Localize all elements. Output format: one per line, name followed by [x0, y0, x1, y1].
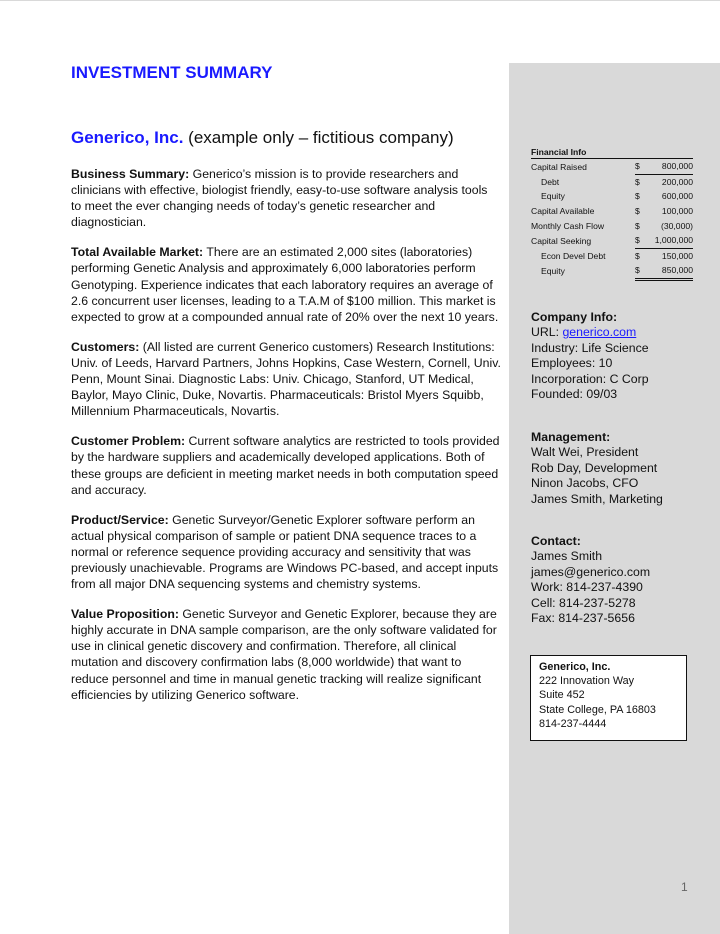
financial-row-label: Capital Raised — [531, 161, 587, 172]
value-proposition-label: Value Proposition: — [71, 607, 179, 622]
financial-row-value: 850,000 — [653, 263, 693, 279]
table-row — [531, 233, 693, 248]
management-block — [531, 430, 663, 507]
address-box — [530, 655, 687, 741]
product-service-text: Genetic Surveyor/Genetic Explorer software perform an actual physical comparison of sample or patient DNA sequence traces to a normal or reference sequence providing accuracy and sensitivity that was previously unachievable. Programs are Windows PC-based, and accept inputs from all major DNA sequencing systems and chemistry systems. — [71, 512, 499, 592]
company-employees: Employees: 10 — [531, 356, 613, 371]
customer-problem-text: Current software analytics are restricted to tools provided by the hardware suppliers and academically developed applications. Both of these groups are deficient in meeting market needs in both computation speed and accuracy. — [71, 434, 500, 497]
page-title: INVESTMENT SUMMARY — [71, 63, 273, 82]
company-url-label: URL: — [531, 325, 563, 340]
financial-row-value: 800,000 — [653, 159, 693, 175]
financial-row-label: Capital Available — [531, 206, 595, 217]
contact-work-phone: Work: 814-237-4390 — [531, 580, 643, 595]
financial-row-value: 100,000 — [661, 206, 693, 217]
business-summary-label: Business Summary: — [71, 167, 190, 181]
company-industry: Industry: Life Science — [531, 340, 649, 355]
management-person: Ninon Jacobs, CFO — [531, 476, 639, 491]
table-row — [531, 248, 693, 263]
company-note: (example only – fictitious company) — [183, 128, 454, 147]
main-content — [71, 166, 501, 717]
address-phone: 814-237-4444 — [539, 717, 607, 730]
financial-row-value: 200,000 — [661, 176, 693, 187]
company-info-block — [531, 310, 649, 402]
financial-info-table — [531, 146, 693, 281]
financial-info-title: Financial Info — [531, 146, 635, 159]
contact-title: Contact: — [531, 534, 581, 548]
financial-row-label: Equity — [541, 191, 565, 202]
financial-row-currency: $ — [635, 206, 640, 217]
address-company: Generico, Inc. — [539, 661, 611, 673]
management-person: Walt Wei, President — [531, 445, 639, 460]
management-title: Management: — [531, 430, 611, 444]
financial-info-header — [531, 146, 693, 159]
address-city: State College, PA 16803 — [539, 703, 656, 716]
contact-fax: Fax: 814-237-5656 — [531, 611, 635, 626]
financial-row-currency: $ — [635, 220, 640, 231]
company-incorporation: Incorporation: C Corp — [531, 371, 649, 386]
financial-row-label: Debt — [541, 176, 560, 187]
customers-label: Customers: — [71, 339, 140, 354]
financial-row-value: 150,000 — [661, 250, 693, 261]
total-available-market-paragraph — [71, 244, 501, 324]
value-proposition-paragraph — [71, 606, 501, 703]
financial-row-label: Monthly Cash Flow — [531, 220, 605, 231]
tam-text: There are an estimated 2,000 sites (laboratories) performing Genetic Analysis and approximately 6,000 laboratories perform Genotyping. Experience indicates that each laboratory requires an average of 2.6 concurrent user licenses, leading to a T.A.M of $100 million. This market is expected to grow at a compounded annual rate of 20% over the next 10 years. — [71, 245, 499, 324]
financial-row-value: 600,000 — [661, 191, 693, 202]
value-proposition-text: Genetic Surveyor and Genetic Explorer, because they are highly accurate in DNA sample comparison, are the only software validated for use in clinical genetic discovery and confirmation. Therefore, all clinical mutation and discovery confirmation labs (8,000 worldwide) that want to reduce personnel and time in manual genetic tracking will realize significant efficiencies by utilizing Generico software. — [71, 607, 497, 702]
table-row — [531, 174, 693, 189]
financial-row-currency: $ — [635, 176, 640, 187]
financial-row-value: (30,000) — [660, 220, 693, 231]
page-number: 1 — [681, 880, 688, 894]
contact-email: james@generico.com — [531, 564, 651, 579]
financial-row-label: Econ Devel Debt — [541, 250, 606, 261]
customer-problem-label: Customer Problem: — [71, 434, 186, 449]
table-row — [531, 189, 693, 204]
management-person: James Smith, Marketing — [531, 491, 663, 506]
contact-block — [531, 534, 650, 626]
financial-row-currency: $ — [635, 233, 653, 248]
company-url-line — [531, 325, 649, 340]
company-founded: Founded: 09/03 — [531, 387, 618, 402]
financial-row-label: Equity — [541, 266, 565, 277]
address-street: 222 Innovation Way — [539, 675, 635, 688]
address-suite: Suite 452 — [539, 689, 585, 702]
company-url-link[interactable]: generico.com — [562, 325, 637, 340]
customers-paragraph — [71, 339, 501, 419]
table-row — [531, 159, 693, 175]
business-summary-text: Generico’s mission is to provide researchers and clinicians with effective, biologist friendly, easy-to-use software analysis tools to meet the ever changing needs of today’s genetic researcher and diagnostician. — [71, 167, 488, 230]
financial-row-currency: $ — [635, 263, 653, 279]
company-name: Generico, Inc. — [71, 128, 184, 147]
tam-label: Total Available Market: — [71, 245, 204, 260]
contact-name: James Smith — [531, 549, 603, 564]
management-person: Rob Day, Development — [531, 460, 658, 475]
table-row — [531, 263, 693, 279]
product-service-paragraph — [71, 512, 501, 592]
contact-cell-phone: Cell: 814-237-5278 — [531, 595, 636, 610]
company-info-title: Company Info: — [531, 310, 618, 324]
customer-problem-paragraph — [71, 433, 501, 497]
business-summary-paragraph — [71, 166, 501, 230]
table-row — [531, 204, 693, 219]
company-title — [71, 128, 454, 148]
customers-text: (All listed are current Generico customers) Research Institutions: Univ. of Leeds, Harvard Partners, Johns Hopkins, Case Western, Cornell, Univ. Penn, Mount Sinai. Diagnostic Labs: Univ. Chicago, Stanford, UT Medical, Baylor, Mayo Clinic, Duke, Novartis. Pharmaceuticals: Bristol Myers Squibb, Millennium Pharmaceuticals, Novartis. — [71, 339, 501, 419]
product-service-label: Product/Service: — [71, 512, 169, 527]
financial-row-value: 1,000,000 — [653, 233, 693, 248]
financial-row-currency: $ — [635, 250, 640, 261]
financial-row-currency: $ — [635, 191, 640, 202]
financial-row-currency: $ — [635, 159, 653, 175]
table-row — [531, 218, 693, 233]
page-top-divider — [0, 0, 720, 1]
financial-row-label: Capital Seeking — [531, 235, 592, 246]
